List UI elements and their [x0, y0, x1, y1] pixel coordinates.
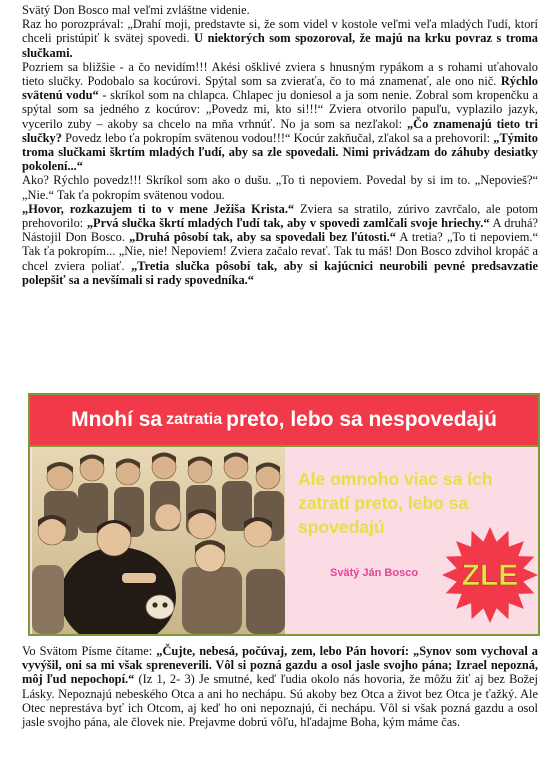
text-run: Svätý Don Bosco mal veľmi zvláštne videnie. [22, 3, 250, 17]
text-run: - skríkol som na chlapca. Chlapec ju doniesol a ja som nenie. Zobral som kropenčku a spýtal som sa jedného z kocúrov: „Povedz mi, kto si!!!“ Zviera otvorilo papuľu, vyplazilo jazyk, vycerilo zuby – akoby sa chcelo na mňa vrhnúť. No ja som sa nezľakol: [22, 88, 538, 131]
paragraph [22, 60, 538, 174]
banner-title [30, 395, 538, 447]
zle-starburst [440, 525, 540, 625]
poster-banner [28, 393, 540, 636]
illustration-image [32, 447, 285, 634]
bold-text-run: „Prvá slučka škrtí mladých ľudí tak, aby v spovedi zamlčali svoje hriechy.“ [86, 216, 490, 231]
text-run: Pozriem sa bližšie - a čo nevidím!!! Akési ošklivé zviera s hnusným rypákom a s rohami uťahovalo tieto slučky. Podobalo sa kocúrovi. Spýtal som sa zvieraťa, čo to má znamenať, ale ono nič. [22, 59, 538, 89]
banner-title-part2: zatratia [166, 411, 223, 428]
don-bosco-confession-illustration [32, 447, 285, 634]
paragraph [22, 644, 538, 729]
bold-text-run: „Čo znamenajú tieto tri slučky? [22, 116, 538, 145]
banner-quote: Ale omnoho viac sa ích zatratí preto, lebo sa spovedajú [298, 469, 493, 537]
text-run: A druhá? Nástojil Don Bosco. [22, 216, 538, 245]
paragraph [22, 17, 538, 60]
bold-text-run: „Týmito troma slučkami škrtím mladých ľudí, aby sa zle spovedali. Nimi privádzam do záhuby desiatky pokolení...“ [22, 130, 538, 174]
bold-text-run: „Hovor, rozkazujem ti to v mene Ježiša Krista.“ [22, 201, 295, 216]
zle-text: ZLE [461, 559, 519, 592]
bold-text-run: „Tretia slučka pôsobí tak, aby si kajúcnici neurobili pevné predsavzatie polepšiť sa a nevšímali si rady spovedníka.“ [22, 258, 539, 287]
bold-text-run: „Čujte, nebesá, počúvaj, zem, lebo Pán hovorí: „Synov som vychoval a vyvýšil, oni sa mi však spreneverili. Vôl si pozná gazdu a osol jasle svojho pána; Izrael nepozná, môj ľud nepochopí.“ [22, 644, 538, 687]
text-run: Zviera sa stratilo, zúrivo zavrčalo, ale potom prehovorilo: [22, 201, 538, 231]
text-run: Ako? Rýchlo povedz!!! Skríkol som ako o dušu. „To ti nepoviem. Povedal by si im to. „Nepovieš?“ „Nie.“ Tak ťa pokropím svätenou vodou. [22, 173, 538, 202]
text-run: (Iz 1, 2- 3) Je smutné, keď ľudia okolo nás hovoria, že môžu žiť aj bez Božej Lásky. Nepoznajú nebeského Otca a ani ho nechápu. Sú akoby bez Otca a život bez Otca je ťažký. Ale Otec neprestáva byť ich Otcom, aj keď ho oni nepoznajú, či nechápu. Vôl si však pozná gazdu a osol jasle svojho pána, ale človek nie. Prejavme dobrú vôľu, hľadajme Boha, kým máme čas. [22, 672, 538, 730]
paragraph [22, 202, 538, 287]
article-bottom [22, 644, 538, 729]
paragraph [22, 173, 538, 201]
banner-title-part1: Mnohí sa [71, 408, 163, 431]
banner-title-part3: preto, lebo sa nespovedajú [226, 408, 497, 431]
bold-text-run: „Druhá pôsobí tak, aby sa spovedali bez ľútosti.“ [129, 230, 396, 245]
starburst-icon [440, 525, 540, 625]
bold-text-run: Rýchlo svätenú vodu“ [22, 74, 538, 103]
text-run: Vo Svätom Písme čítame: [22, 644, 157, 658]
text-run: A tretia? „To ti nepoviem.“ Tak ťa pokropím... „Nie, nie! Nepoviem! Zviera začalo revať. Tak tu máš! Don Bosco zdvihol kropáč a chcel zviera poliať. [22, 230, 538, 273]
paragraph [22, 3, 538, 17]
bold-text-run: U niektorých som spozoroval, že majú na krku povraz s troma slučkami. [22, 31, 538, 60]
text-run: Raz ho porozprával: „Drahí moji, predstavte si, že som videl v kostole veľmi veľa mladých ľudí, ktorí chceli pristúpiť k svätej spovedi. [22, 17, 538, 46]
banner-author: Svätý Ján Bosco [330, 567, 419, 579]
article-top [22, 3, 538, 287]
text-run: Povedz lebo ťa pokropím svätenou vodou!!!“ Kocúr zakňučal, zľakol sa a prehovoril: [61, 130, 494, 145]
